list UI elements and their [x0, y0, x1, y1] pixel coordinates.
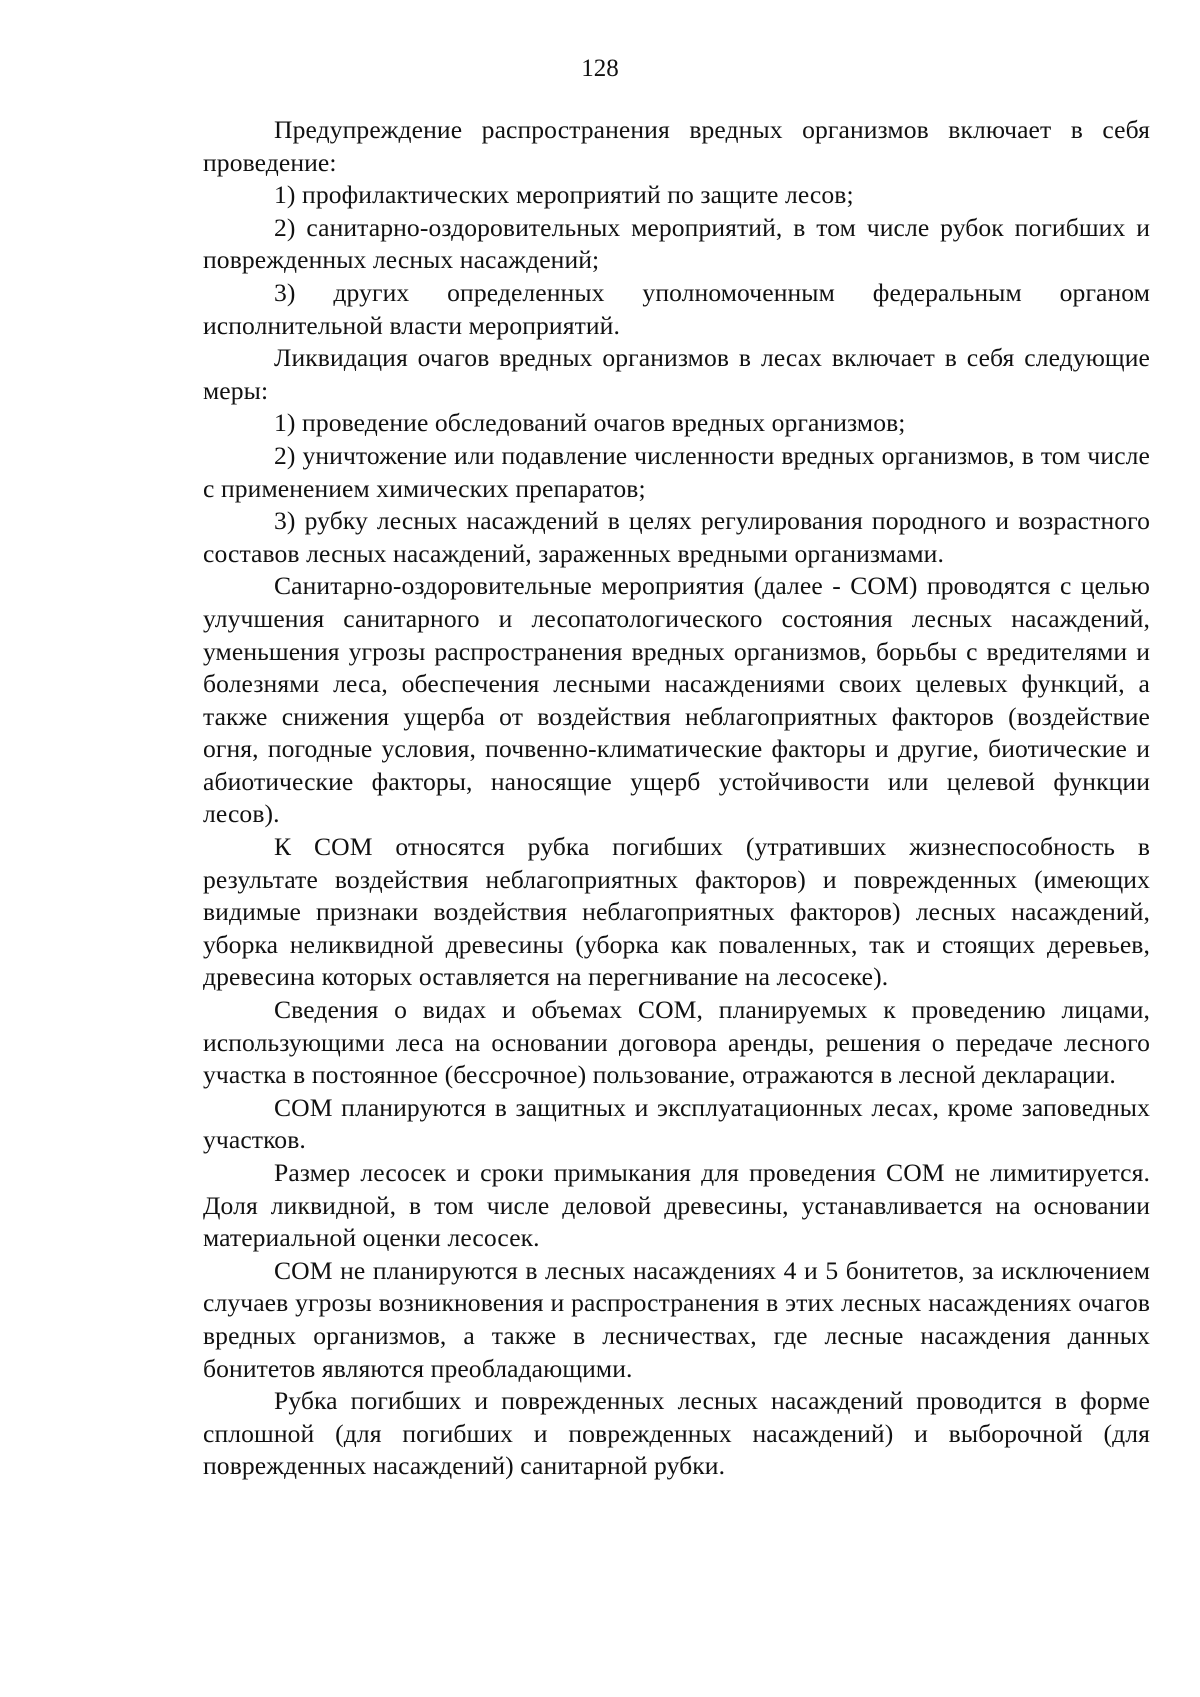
list-item-elimination-3: 3) рубку лесных насаждений в целях регулирования породного и возрастного составов лесных насаждений, зараженных вредными организмами. — [203, 506, 1150, 568]
list-item-elimination-1: 1) проведение обследований очагов вредных организмов; — [274, 408, 906, 438]
paragraph-som-forests: СОМ планируются в защитных и эксплуатационных лесах, кроме заповедных участков. — [203, 1092, 1150, 1155]
list-item-prevention-2: 2) санитарно-оздоровительных мероприятий, в том числе рубок погибших и поврежденных лесных насаждений; — [203, 212, 1150, 275]
document-body — [203, 114, 1150, 1483]
list-item-elimination-2: 2) уничтожение или подавление численности вредных организмов, в том числе с применением химических препаратов; — [203, 440, 1150, 503]
list-item-prevention-3: 3) других определенных уполномоченным федеральным органом исполнительной власти мероприятий. — [203, 277, 1150, 340]
paragraph-som-declaration: Сведения о видах и объемах СОМ, планируемых к проведению лицами, использующими леса на основании договора аренды, решения о передаче лесного участка в постоянное (бессрочное) пользование, отражаются в лесной декларации. — [203, 995, 1150, 1090]
list-item-prevention-1: 1) профилактических мероприятий по защите лесов; — [274, 180, 854, 210]
paragraph-som-bonitet: СОМ не планируются в лесных насаждениях 4 и 5 бонитетов, за исключением случаев угрозы возникновения и распространения в этих лесных насаждениях очагов вредных организмов, а также в лесничествах, где лесные насаждения данных бонитетов являются преобладающими. — [203, 1255, 1150, 1383]
paragraph-som-cutting-size: Размер лесосек и сроки примыкания для проведения СОМ не лимитируется. Доля ликвидной, в том числе деловой древесины, устанавливается на основании материальной оценки лесосек. — [203, 1158, 1150, 1253]
paragraph-sanitary-cutting: Рубка погибших и поврежденных лесных насаждений проводится в форме сплошной (для погибших и поврежденных насаждений) и выборочной (для поврежденных насаждений) санитарной рубки. — [203, 1386, 1150, 1481]
paragraph-som-definition: Санитарно-оздоровительные мероприятия (далее - СОМ) проводятся с целью улучшения санитарного и лесопатологического состояния лесных насаждений, уменьшения угрозы распространения вредных организмов, борьбы с вредителями и болезнями леса, обеспечения лесными насаждениями своих целевых функций, а также снижения ущерба от воздействия неблагоприятных факторов (воздействие огня, погодные условия, почвенно-климатические факторы и другие, биотические и абиотические факторы, наносящие ущерб устойчивости или целевой функции лесов). — [203, 571, 1150, 829]
paragraph-elimination-intro: Ликвидация очагов вредных организмов в лесах включает в себя следующие меры: — [203, 343, 1150, 405]
page-number: 128 — [581, 55, 619, 82]
paragraph-prevention-intro: Предупреждение распространения вредных организмов включает в себя проведение: — [203, 115, 1150, 177]
paragraph-som-includes: К СОМ относятся рубка погибших (утративших жизнеспособность в результате воздействия неблагоприятных факторов) и поврежденных (имеющих видимые признаки воздействия неблагоприятных факторов) лесных насаждений, уборка неликвидной древесины (уборка как поваленных, так и стоящих деревьев, древесина которых оставляется на перегнивание на лесосеке). — [203, 832, 1150, 992]
